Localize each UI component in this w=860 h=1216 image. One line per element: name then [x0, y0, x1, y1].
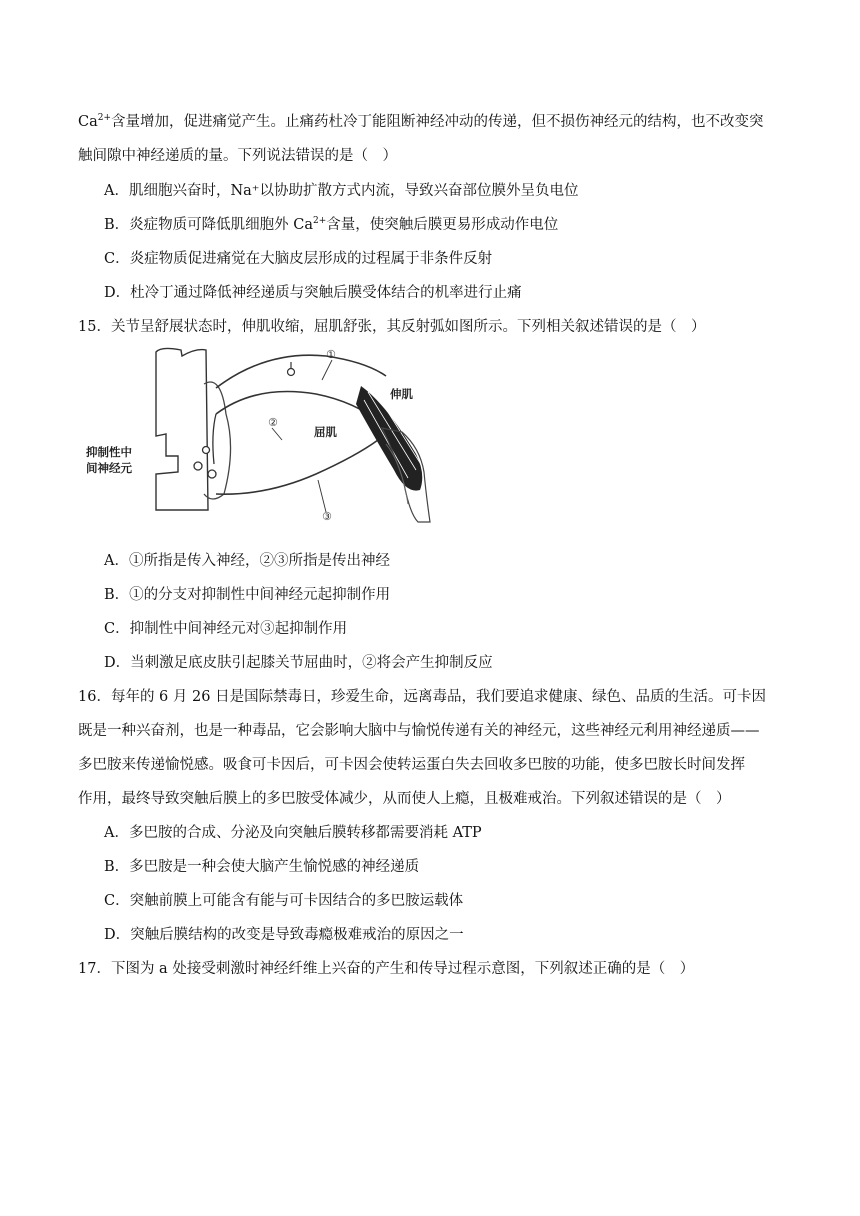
neuron-body	[203, 447, 210, 454]
interneuron-label-1: 抑制性中	[86, 445, 132, 459]
marker-3: ③	[322, 510, 332, 523]
text: 含量，使突触后膜更易形成动作电位	[326, 217, 559, 233]
marker-1: ①	[326, 348, 336, 361]
q14-option-b	[104, 215, 558, 235]
interneuron-body	[194, 462, 202, 470]
flexor-label: 屈肌	[314, 425, 337, 439]
q14-option-a: A．肌细胞兴奋时，Na⁺以协助扩散方式内流，导致兴奋部位膜外呈负电位	[104, 183, 579, 199]
q15-stem: 15．关节呈舒展状态时，伸肌收缩，屈肌舒张，其反射弧如图所示。下列相关叙述错误的是（ ）	[78, 319, 706, 335]
q16-option-b: B．多巴胺是一种会使大脑产生愉悦感的神经递质	[104, 859, 420, 875]
leader-1	[322, 360, 332, 380]
extensor-muscle	[356, 386, 422, 491]
q14-option-c: C．炎症物质促进痛觉在大脑皮层形成的过程属于非条件反射	[104, 251, 493, 267]
text: Ca	[78, 114, 98, 130]
q15-option-b: B．①的分支对抑制性中间神经元起抑制作用	[104, 587, 391, 603]
q15-option-d: D．当刺激足底皮肤引起膝关节屈曲时，②将会产生抑制反应	[104, 655, 493, 671]
leader-2	[272, 428, 282, 440]
superscript: 2+	[97, 113, 112, 123]
q15-option-c: C．抑制性中间神经元对③起抑制作用	[104, 621, 348, 637]
nerve-branch	[213, 414, 216, 464]
q15-option-a: A．①所指是传入神经，②③所指是传出神经	[104, 553, 390, 569]
marker-2: ②	[268, 416, 278, 429]
interneuron-label-2: 间神经元	[86, 461, 132, 475]
ganglion	[288, 369, 295, 376]
extensor-label: 伸肌	[390, 387, 413, 401]
q14-stem-line-2: 触间隙中神经递质的量。下列说法错误的是（ ）	[78, 148, 397, 164]
q16-option-a: A．多巴胺的合成、分泌及向突触后膜转移都需要消耗 ATP	[104, 825, 482, 841]
nerve-1	[216, 355, 386, 388]
q17-stem: 17．下图为 a 处接受刺激时神经纤维上兴奋的产生和传导过程示意图，下列叙述正确的是（ ）	[78, 961, 695, 977]
spinal-cord-outline	[156, 348, 208, 510]
superscript: 2+	[313, 216, 327, 226]
q16-option-d: D．突触后膜结构的改变是导致毒瘾极难戒治的原因之一	[104, 927, 464, 943]
q16-stem-line-4: 作用，最终导致突触后膜上的多巴胺受体减少，从而使人上瘾，且极难戒治。下列叙述错误的是（ ）	[78, 791, 731, 807]
q14-option-d: D．杜冷丁通过降低神经递质与突触后膜受体结合的机率进行止痛	[104, 285, 522, 301]
nerve-3	[216, 440, 378, 494]
leader-3	[318, 480, 326, 512]
reflex-arc-figure	[86, 344, 446, 528]
q16-stem-line-3: 多巴胺来传递愉悦感。吸食可卡因后，可卡因会使转运蛋白失去回收多巴胺的功能，使多巴胺长时间发挥	[78, 757, 745, 773]
reflex-arc-diagram	[86, 344, 446, 528]
q16-stem-line-1: 16．每年的 6 月 26 日是国际禁毒日，珍爱生命，远离毒品，我们要追求健康、绿色、品质的生活。可卡因	[78, 689, 767, 705]
q16-stem-line-2: 既是一种兴奋剂，也是一种毒品，它会影响大脑中与愉悦传递有关的神经元，这些神经元利用神经递质——	[78, 723, 760, 739]
motor-neuron-body	[208, 470, 216, 478]
text: B．炎症物质可降低肌细胞外 Ca	[104, 217, 314, 233]
q14-stem-line-1	[78, 112, 764, 132]
q16-option-c: C．突触前膜上可能含有能与可卡因结合的多巴胺运载体	[104, 893, 464, 909]
nerve-2	[216, 392, 382, 425]
text: 含量增加，促进痛觉产生。止痛药杜冷丁能阻断神经冲动的传递，但不损伤神经元的结构，也不改变突	[111, 114, 764, 130]
